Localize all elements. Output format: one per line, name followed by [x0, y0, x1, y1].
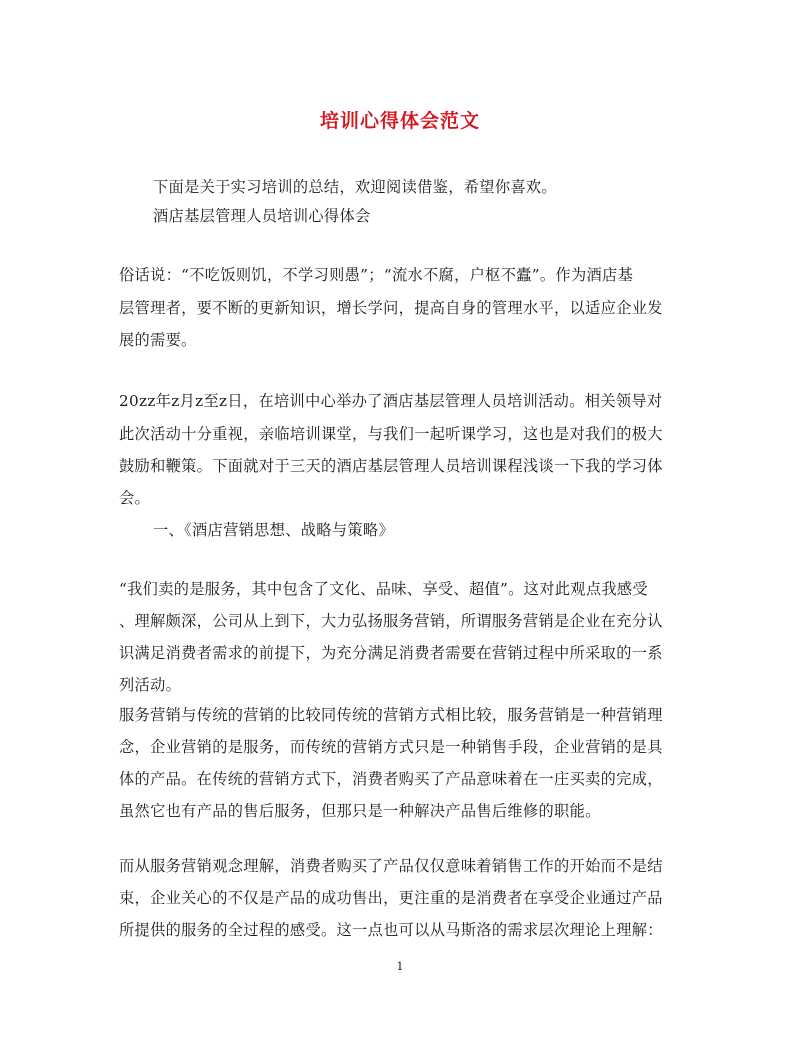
paragraph-line: 体的产品。在传统的营销方式下，消费者购买了产品意味着在一庄买卖的完成，	[119, 770, 663, 788]
subtitle-line: 酒店基层管理人员培训心得体会	[153, 207, 371, 225]
paragraph-line: 而从服务营销观念理解，消费者购买了产品仅仅意味着销售工作的开始而不是结	[119, 857, 663, 875]
paragraph-line: 会。	[119, 489, 151, 507]
document-title: 培训心得体会范文	[319, 110, 480, 132]
paragraph-line: 鼓励和鞭策。下面就对于三天的酒店基层管理人员培训课程浅谈一下我的学习体	[119, 457, 663, 475]
paragraph-line: 、理解颇深，公司从上到下，大力弘扬服务营销，所谓服务营销是企业在充分认	[119, 612, 663, 630]
intro-line: 下面是关于实习培训的总结，欢迎阅读借鉴，希望你喜欢。	[153, 178, 557, 196]
paragraph-line: 束，企业关心的不仅是产品的成功售出，更注重的是消费者在享受企业通过产品	[119, 889, 663, 907]
section-heading: 一、《酒店营销思想、战略与策略》	[153, 521, 394, 539]
paragraph-line: 念，企业营销的是服务，而传统的营销方式只是一种销售手段，企业营销的是具	[119, 738, 663, 756]
paragraph-line: 列活动。	[119, 676, 182, 694]
paragraph-line: 服务营销与传统的营销的比较同传统的营销方式相比较，服务营销是一种营销理	[119, 706, 663, 724]
paragraph-line: 虽然它也有产品的售后服务，但那只是一种解决产品售后维修的职能。	[119, 802, 601, 820]
paragraph-line: 层管理者，要不断的更新知识，增长学问，提高自身的管理水平，以适应企业发	[119, 299, 663, 317]
paragraph-line: “我们卖的是服务，其中包含了文化、品味、享受、超值”。这对此观点我感受	[119, 580, 648, 598]
paragraph-line: 所提供的服务的全过程的感受。这一点也可以从马斯洛的需求层次理论上理解：	[119, 921, 663, 939]
page-number: 1	[396, 960, 404, 973]
paragraph-line: 20zz年z月z至z日，在培训中心举办了酒店基层管理人员培训活动。相关领导对	[119, 392, 663, 410]
paragraph-line: 展的需要。	[119, 331, 197, 349]
paragraph-line: 此次活动十分重视，亲临培训课堂，与我们一起听课学习，这也是对我们的极大	[119, 425, 663, 443]
paragraph-line: 识满足消费者需求的前提下，为充分满足消费者需要在营销过程中所采取的一系	[119, 644, 663, 662]
paragraph-line: 俗话说：“不吃饭则饥，不学习则愚”；“流水不腐，户枢不蠹”。作为酒店基	[119, 266, 634, 284]
